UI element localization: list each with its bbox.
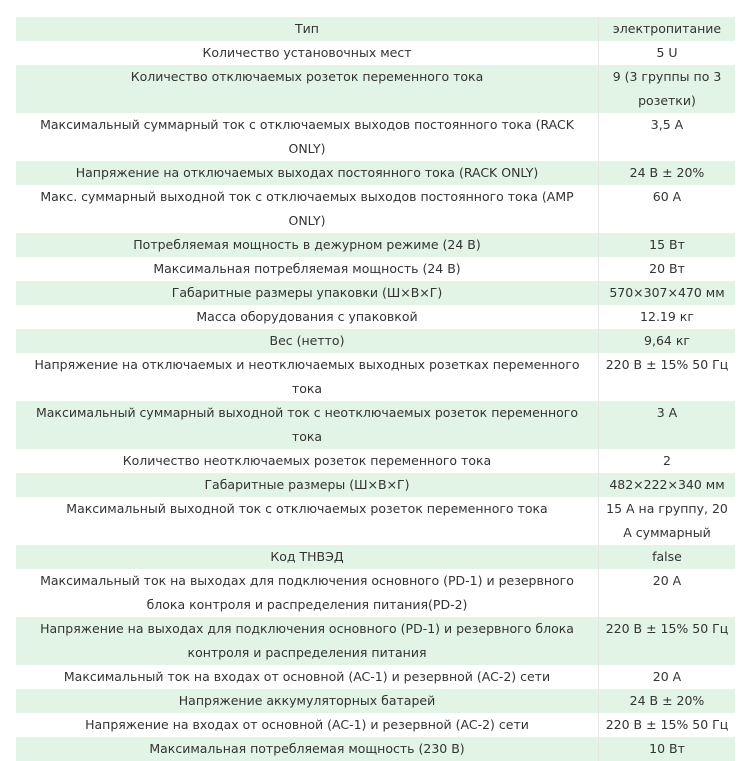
spec-value: 482×222×340 мм xyxy=(599,473,736,497)
spec-name: Тип xyxy=(16,17,599,41)
spec-value: 2 xyxy=(599,449,736,473)
spec-name: Габаритные размеры (Ш×В×Г) xyxy=(16,473,599,497)
spec-value: 24 В ± 20% xyxy=(599,161,736,185)
table-row xyxy=(16,329,735,353)
spec-value: 5 U xyxy=(599,41,736,65)
table-row xyxy=(16,41,735,65)
spec-value: 3,5 А xyxy=(599,113,736,161)
table-row xyxy=(16,185,735,233)
table-row xyxy=(16,65,735,113)
spec-name: Напряжение на выходах для подключения основного (PD-1) и резервного блока контроля и распределения питания xyxy=(16,617,599,665)
spec-name: Максимальная потребляемая мощность (230 В) xyxy=(16,737,599,761)
spec-value: false xyxy=(599,545,736,569)
table-row xyxy=(16,281,735,305)
spec-name: Максимальный суммарный выходной ток с неотключаемых розеток переменного тока xyxy=(16,401,599,449)
table-row xyxy=(16,17,735,41)
spec-name: Максимальный суммарный ток с отключаемых выходов постоянного тока (RACK ONLY) xyxy=(16,113,599,161)
spec-value: 20 А xyxy=(599,665,736,689)
table-row xyxy=(16,113,735,161)
spec-value: 570×307×470 мм xyxy=(599,281,736,305)
spec-value: 220 В ± 15% 50 Гц xyxy=(599,617,736,665)
table-row xyxy=(16,545,735,569)
spec-value: 15 Вт xyxy=(599,233,736,257)
spec-name: Максимальный ток на входах от основной (AC-1) и резервной (AC-2) сети xyxy=(16,665,599,689)
spec-value: 220 В ± 15% 50 Гц xyxy=(599,353,736,401)
table-row xyxy=(16,473,735,497)
spec-name: Количество установочных мест xyxy=(16,41,599,65)
spec-value: 60 А xyxy=(599,185,736,233)
table-row xyxy=(16,233,735,257)
table-row xyxy=(16,497,735,545)
spec-name: Количество отключаемых розеток переменного тока xyxy=(16,65,599,113)
table-row xyxy=(16,401,735,449)
table-row xyxy=(16,665,735,689)
spec-name: Напряжение на отключаемых и неотключаемых выходных розетках переменного тока xyxy=(16,353,599,401)
spec-value: 220 В ± 15% 50 Гц xyxy=(599,713,736,737)
spec-name: Напряжение на отключаемых выходах постоянного тока (RACK ONLY) xyxy=(16,161,599,185)
spec-value: 15 А на группу, 20 А суммарный xyxy=(599,497,736,545)
spec-name: Максимальная потребляемая мощность (24 В) xyxy=(16,257,599,281)
spec-value: 9,64 кг xyxy=(599,329,736,353)
spec-name: Вес (нетто) xyxy=(16,329,599,353)
table-row xyxy=(16,569,735,617)
table-row xyxy=(16,305,735,329)
table-row xyxy=(16,617,735,665)
spec-name: Количество неотключаемых розеток переменного тока xyxy=(16,449,599,473)
spec-value: 9 (3 группы по 3 розетки) xyxy=(599,65,736,113)
specifications-table xyxy=(16,17,735,761)
spec-name: Код ТНВЭД xyxy=(16,545,599,569)
table-row xyxy=(16,689,735,713)
table-row xyxy=(16,353,735,401)
spec-value: 20 А xyxy=(599,569,736,617)
spec-name: Потребляемая мощность в дежурном режиме (24 В) xyxy=(16,233,599,257)
spec-name: Максимальный ток на выходах для подключения основного (PD-1) и резервного блока контроля и распределения питания(PD-2) xyxy=(16,569,599,617)
spec-name: Макс. суммарный выходной ток с отключаемых выходов постоянного тока (AMP ONLY) xyxy=(16,185,599,233)
spec-name: Габаритные размеры упаковки (Ш×В×Г) xyxy=(16,281,599,305)
spec-value: 10 Вт xyxy=(599,737,736,761)
spec-name: Напряжение на входах от основной (AC-1) и резервной (AC-2) сети xyxy=(16,713,599,737)
spec-value: 24 В ± 20% xyxy=(599,689,736,713)
table-row xyxy=(16,161,735,185)
table-row xyxy=(16,713,735,737)
table-row xyxy=(16,257,735,281)
spec-name: Максимальный выходной ток с отключаемых розеток переменного тока xyxy=(16,497,599,545)
spec-name: Масса оборудования с упаковкой xyxy=(16,305,599,329)
spec-value: 3 А xyxy=(599,401,736,449)
spec-value: 20 Вт xyxy=(599,257,736,281)
table-row xyxy=(16,449,735,473)
spec-value: 12.19 кг xyxy=(599,305,736,329)
spec-name: Напряжение аккумуляторных батарей xyxy=(16,689,599,713)
spec-value: электропитание xyxy=(599,17,736,41)
table-row xyxy=(16,737,735,761)
